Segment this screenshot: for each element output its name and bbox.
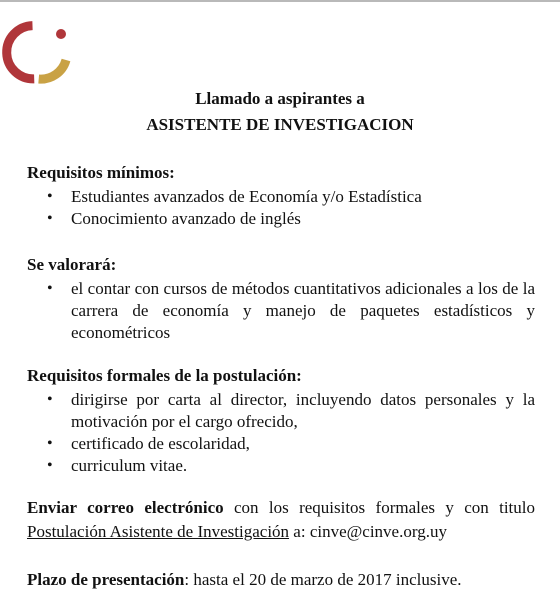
cinve-ring-logo-icon (0, 12, 72, 84)
envio-text-2: a: cinve@cinve.org.uy (289, 522, 447, 541)
envio-paragraph (27, 496, 535, 544)
title-line-1: Llamado a aspirantes a (195, 89, 365, 108)
list-item: • certificado de escolaridad, (47, 433, 535, 455)
heading-se-valorara: Se valorará: (27, 255, 117, 274)
envio-subject: Postulación Asistente de Investigación (27, 522, 290, 541)
envio-lead: Enviar correo electrónico (27, 498, 224, 517)
top-rule (0, 0, 560, 2)
list-item: • curriculum vitae. (47, 455, 535, 477)
plazo-paragraph (27, 568, 535, 592)
envio-text-1: con los requisitos formales y con titulo (223, 498, 535, 517)
list-item: • dirigirse por carta al director, incluyendo datos personales y la motivación por el cargo ofrecido, (47, 389, 535, 433)
title-line-2: ASISTENTE DE INVESTIGACION (146, 115, 414, 134)
list-se-valorara (47, 278, 535, 344)
heading-requisitos-formales: Requisitos formales de la postulación: (27, 366, 302, 385)
list-item: • Estudiantes avanzados de Economía y/o Estadística (47, 186, 535, 208)
list-requisitos-formales (47, 389, 535, 477)
list-requisitos-minimos (47, 186, 535, 230)
heading-requisitos-minimos: Requisitos mínimos: (27, 163, 175, 182)
list-item: • Conocimiento avanzado de inglés (47, 208, 535, 230)
list-item: • el contar con cursos de métodos cuantitativos adicionales a los de la carrera de economía y manejo de paquetes estadísticos y econométricos (47, 278, 535, 344)
plazo-lead: Plazo de presentación (27, 570, 185, 589)
plazo-text: : hasta el 20 de marzo de 2017 inclusive. (184, 570, 462, 589)
